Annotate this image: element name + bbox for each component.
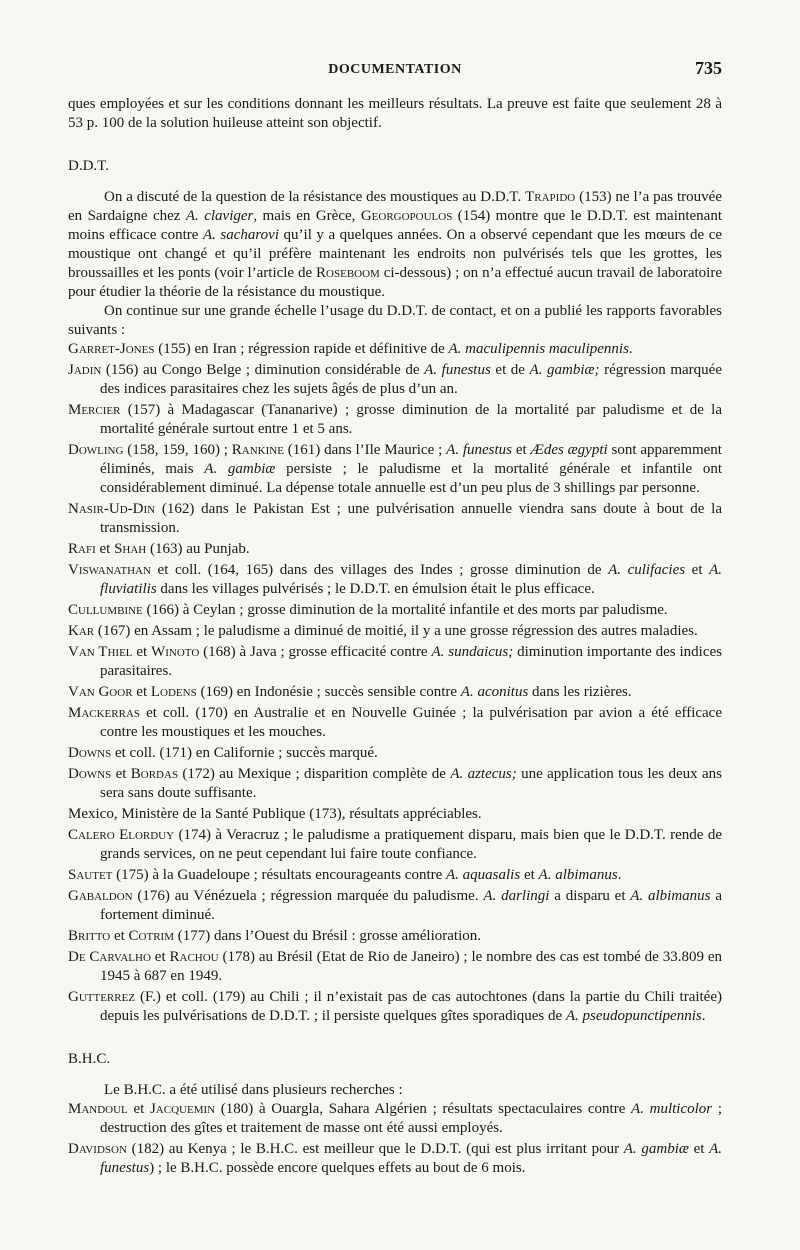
species-name: A. gambiæ; (529, 362, 600, 378)
text-run: diminution importante des indices parasitaires. (100, 644, 722, 679)
running-header (68, 58, 722, 84)
text-run: (163) au Punjab. (146, 541, 250, 557)
text-run: et de (490, 362, 530, 378)
text-run: et (111, 766, 131, 782)
species-name: A. darlingi (483, 888, 550, 904)
text-run: (177) dans l’Ouest du Brésil : grosse amélioration. (173, 928, 482, 944)
reference-entry-180 (68, 1100, 722, 1138)
reference-entry-178 (68, 948, 722, 986)
author-name: Winoto (151, 644, 200, 660)
author-name: Bordas (130, 766, 179, 782)
text-run: (175) à la Guadeloupe ; résultats encourageants contre (112, 867, 447, 883)
author-name: Rafi (68, 541, 96, 557)
reference-entry-172 (68, 765, 722, 803)
body-text (68, 95, 722, 1180)
text-run: (180) à Ouargla, Sahara Algérien ; résultats spectaculaires contre (215, 1101, 632, 1117)
species-name: A. culifacies (608, 562, 686, 578)
text-run: (168) à Java ; grosse efficacité contre (199, 644, 432, 660)
reference-entry-175 (68, 866, 722, 885)
species-name: A. funestus (100, 1141, 723, 1176)
text-run: (161) dans l’Ile Maurice ; (283, 442, 447, 458)
section-heading-bhc: B.H.C. (68, 1051, 111, 1067)
author-name: De Carvalho (68, 949, 151, 965)
text-run: ci-dessous) ; on n’a effectué aucun travail de laboratoire pour étudier la théorie de la résistance du moustique. (68, 265, 722, 300)
reference-entry-155 (68, 340, 722, 359)
author-name: Calero Elorduy (68, 827, 175, 843)
reference-entry-168 (68, 643, 722, 681)
reference-entry-169 (68, 683, 722, 702)
author-name: Gutterrez (68, 989, 136, 1005)
text-run: (155) en Iran ; régression rapide et définitive de (154, 341, 449, 357)
author-name: Downs (68, 766, 112, 782)
author-name: Van Goor (68, 684, 133, 700)
text-run: une application tous les deux ans sera sans doute suffisante. (100, 766, 722, 801)
text-run: (169) en Indonésie ; succès sensible contre (196, 684, 461, 700)
text-run: et (132, 644, 152, 660)
text-run: ; destruction des gîtes et traitement de masse ont été aussi employés. (100, 1101, 722, 1136)
text-run: . (628, 341, 633, 357)
author-name: Van Thiel (68, 644, 133, 660)
running-title: DOCUMENTATION (328, 62, 462, 77)
author-name: Lodens (150, 684, 197, 700)
species-name: A. sacharovi (202, 227, 280, 243)
page-number: 735 (695, 58, 722, 78)
author-name: Mandoul (68, 1101, 128, 1117)
text-run: et coll. (164, 165) dans des villages des Indes ; grosse diminution de (150, 562, 609, 578)
author-name: Mackerras (68, 705, 141, 721)
text-run: (178) au Brésil (Etat de Rio de Janeiro) ; le nombre des cas est tombé de 33.809 en 1945 à 687 en 1949. (100, 949, 722, 984)
species-name: A. funestus (424, 362, 491, 378)
reference-entry-164 (68, 561, 722, 599)
reference-entry-171 (68, 744, 722, 763)
text-run: et (110, 928, 129, 944)
text-run: (156) au Congo Belge ; diminution considérable de (101, 362, 425, 378)
text-run: (172) au Mexique ; disparition complète de (178, 766, 451, 782)
text-run: et (512, 442, 531, 458)
reference-entry-174 (68, 826, 722, 864)
text-run: sont apparemment éliminés, mais (100, 442, 722, 477)
species-name: A. funestus (446, 442, 512, 458)
text-run: (F.) et coll. (179) au Chili ; il n’existait pas de cas autochtones (dans la partie du Chili traitée) depuis les pulvérisations de D.D.T. ; il persiste quelques gîtes sporadiques de (100, 989, 722, 1024)
author-name: Britto (68, 928, 111, 944)
author-name: Shah (114, 541, 147, 557)
species-name: A. fluviatilis (100, 562, 722, 597)
author-name: Nasir-Ud-Din (68, 501, 156, 517)
text-run: a disparu et (549, 888, 631, 904)
text-run: et (685, 562, 710, 578)
author-name: Garret-Jones (68, 341, 155, 357)
text-run: et (150, 949, 170, 965)
reference-entry-176 (68, 887, 722, 925)
reference-entry-166 (68, 601, 722, 620)
author-name: Cullumbine (68, 602, 143, 618)
ddt-paragraph-reports: On continue sur une grande échelle l’usage du D.D.T. de contact, et on a publié les rapports favorables suivants : (68, 303, 722, 338)
reference-entry-158 (68, 441, 722, 498)
species-name: A. albimanus (538, 867, 618, 883)
author-name: Dowling (68, 442, 124, 458)
text-run: On a discuté de la question de la résistance des moustiques au D.D.T. (104, 189, 526, 205)
text-run: (153) ne l’a pas trouvée en Sardaigne chez (68, 189, 722, 224)
reference-entry-173 (68, 805, 722, 824)
species-name: Ædes ægypti (530, 442, 608, 458)
reference-entry-167 (68, 622, 722, 641)
text-run: . (701, 1008, 706, 1024)
species-name: A. pseudopunctipennis (565, 1008, 702, 1024)
text-run: et coll. (170) en Australie et en Nouvelle Guinée ; la pulvérisation par avion a été efficace contre les moustiques et les mouches. (100, 705, 722, 740)
ddt-paragraph-resistance (68, 188, 722, 302)
text-run: (162) dans le Pakistan Est ; une pulvérisation annuelle viendra sans doute à bout de la transmission. (100, 501, 722, 536)
text-run: qu’il y a quelques années. On a observé cependant que les mœurs de ce moustique ont changé et qu’il préfère maintenant les endroits non pulvérisés tels que les grottes, les broussailles et les ponts (voir l’article de (68, 227, 723, 281)
species-name: A. aquasalis (446, 867, 521, 883)
text-run: (154) montre que le D.D.T. est maintenant moins efficace contre (68, 208, 723, 243)
text-run: . (617, 867, 622, 883)
author-name: Gabaldon (68, 888, 133, 904)
author-name: Sautet (68, 867, 113, 883)
bhc-paragraph-intro: Le B.H.C. a été utilisé dans plusieurs recherches : (104, 1082, 403, 1098)
text-run: (157) à Madagascar (Tananarive) ; grosse diminution de la mortalité par paludisme et de la mortalité générale surtout entre 1 et 5 ans. (100, 402, 722, 437)
text-run: persiste ; le paludisme et la mortalité générale et infantile ont considérablement diminué. La dépense totale annuelle est d’un peu plus de 3 shillings par personne. (100, 461, 722, 496)
text-run: et (520, 867, 539, 883)
author-name: Davidson (68, 1141, 127, 1157)
author-name: Cotrim (128, 928, 174, 944)
text-run: et (688, 1141, 710, 1157)
reference-entry-157 (68, 401, 722, 439)
text-run: , mais en Grèce, (253, 208, 361, 224)
author-name: Kar (68, 623, 95, 639)
text-run: et (127, 1101, 150, 1117)
author-name: Rachou (169, 949, 219, 965)
author-name: Georgopoulos (360, 208, 453, 224)
text-run: (166) à Ceylan ; grosse diminution de la mortalité infantile et des morts par paludisme. (142, 602, 668, 618)
species-name: A. albimanus (630, 888, 711, 904)
text-run: régression marquée des indices parasitaires chez les sujets âgés de plus d’un an. (100, 362, 722, 397)
species-name: A. gambiæ (204, 461, 276, 477)
reference-entry-182 (68, 1140, 722, 1178)
species-name: A. aztecus; (450, 766, 517, 782)
reference-entry-179 (68, 988, 722, 1026)
section-heading-ddt: D.D.T. (68, 158, 109, 174)
author-name: Viswanathan (68, 562, 151, 578)
text-run: (158, 159, 160) ; (123, 442, 232, 458)
intro-paragraph: ques employées et sur les conditions donnant les meilleurs résultats. La preuve est faite que seulement 28 à 53 p. 100 de la solution huileuse atteint son objectif. (68, 96, 722, 131)
author-name: Trapido (525, 189, 576, 205)
text-run: ) ; le B.H.C. possède encore quelques effets au bout de 6 mois. (149, 1160, 526, 1176)
text-run: (174) à Veracruz ; le paludisme a pratiquement disparu, mais bien que le D.D.T. rende de grands services, on ne peut cependant lui faire toute confiance. (100, 827, 722, 862)
author-name: Downs (68, 745, 112, 761)
species-name: A. gambiæ (623, 1141, 689, 1157)
text-run: (176) au Vénézuela ; régression marquée du paludisme. (132, 888, 484, 904)
text-run: et coll. (171) en Californie ; succès marqué. (111, 745, 378, 761)
reference-entry-177 (68, 927, 722, 946)
author-name: Jacquemin (149, 1101, 216, 1117)
species-name: A. sundaicus; (431, 644, 514, 660)
text-run: dans les villages pulvérisés ; le D.D.T. en émulsion était le plus efficace. (156, 581, 595, 597)
species-name: A. claviger (185, 208, 254, 224)
author-name: Jadin (68, 362, 102, 378)
species-name: A. multicolor (631, 1101, 713, 1117)
text-run: Mexico, Ministère de la Santé Publique (173), résultats appréciables. (68, 806, 482, 822)
author-name: Mercier (68, 402, 121, 418)
reference-entry-162 (68, 500, 722, 538)
reference-entry-170 (68, 704, 722, 742)
species-name: A. aconitus (460, 684, 529, 700)
species-name: A. maculipennis maculipennis (448, 341, 629, 357)
reference-entry-163 (68, 540, 722, 559)
text-run: (167) en Assam ; le paludisme a diminué de moitié, il y a une grosse régression des autres maladies. (94, 623, 698, 639)
text-run: et (95, 541, 115, 557)
author-name: Rankine (231, 442, 284, 458)
text-run: dans les rizières. (528, 684, 632, 700)
author-name: Roseboom (316, 265, 380, 281)
reference-entry-156 (68, 361, 722, 399)
text-run: et (132, 684, 151, 700)
text-run: (182) au Kenya ; le B.H.C. est meilleur que le D.D.T. (qui est plus irritant pour (126, 1141, 624, 1157)
text-run: a fortement diminué. (100, 888, 722, 923)
